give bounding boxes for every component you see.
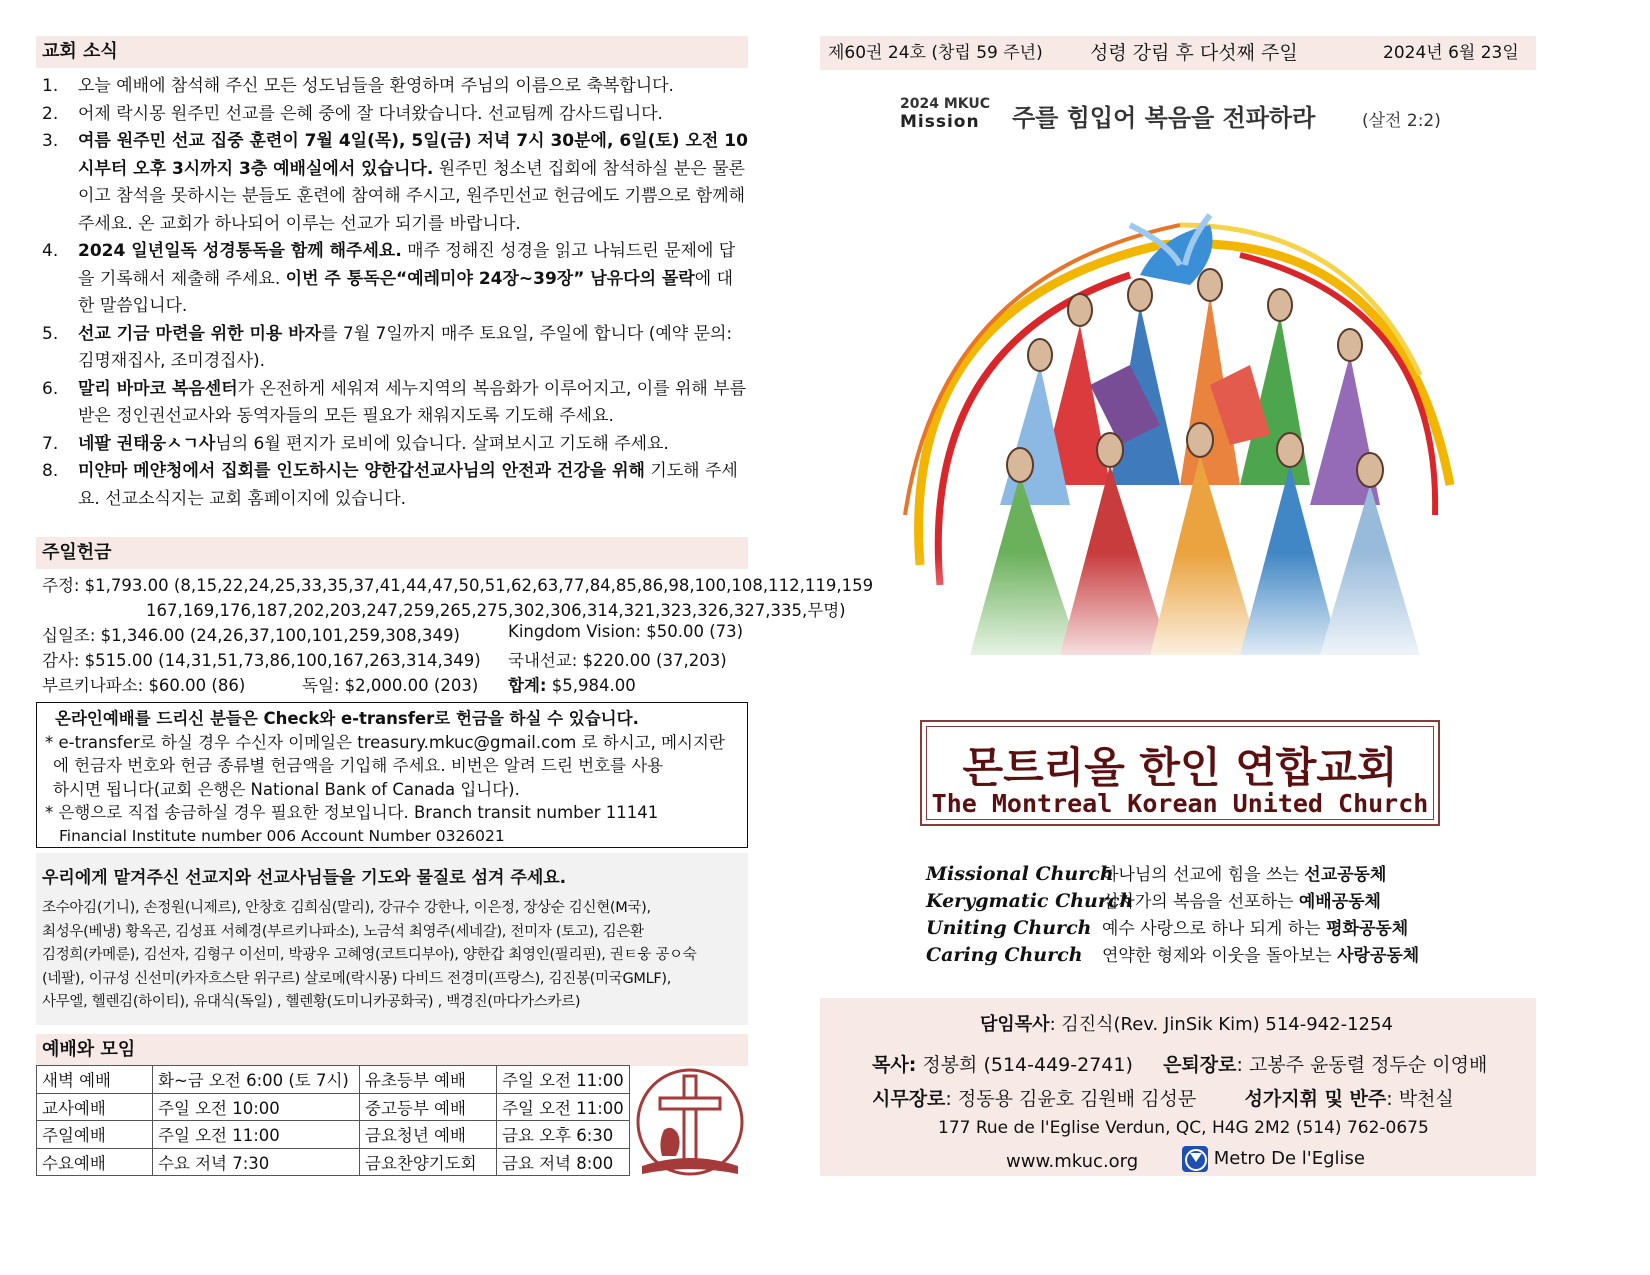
missionaries-list <box>42 897 696 1015</box>
offering-tithe: 십일조: $1,346.00 (24,26,37,100,101,259,308,349) <box>42 626 460 645</box>
worship-service-name: 새벽 예배 <box>37 1066 153 1094</box>
news-item-detail: 를 7월 7일까지 매주 토요일, 주일에 합니다 (예약 문의: 김명재집사, 조미경집사). <box>78 323 733 371</box>
choir-label: 성가지휘 및 반주 <box>1244 1088 1387 1110</box>
worship-service-name: 교사예배 <box>37 1093 153 1121</box>
online-line-5: Financial Institute number 006 Account Number 0326021 <box>59 826 505 845</box>
motto-english: Uniting Church <box>926 917 1092 939</box>
news-item-emphasis: 선교 기금 마련을 위한 미용 바자 <box>78 323 322 344</box>
news-item-number: 7. <box>42 433 59 454</box>
senior-pastor-value: : 김진식(Rev. JinSik Kim) 514-942-1254 <box>1049 1014 1393 1035</box>
news-item-number: 4. <box>42 241 59 261</box>
news-item-emphasis: 여름 원주민 선교 집중 훈련이 7월 4일(목), 5일(금) 저녁 7시 30분에, 6일(토) 오전 10시부터 오후 3시까지 3층 예배실에서 있습니다. <box>78 131 748 179</box>
news-item-emphasis: 네팔 권태웅ㅅㄱ사 <box>78 433 216 454</box>
sunday-name: 성령 강림 후 다섯째 주일 <box>1090 42 1298 64</box>
worship-table <box>36 1065 630 1176</box>
offering-heading: 주일헌금 <box>36 537 748 569</box>
news-item-text <box>78 461 738 509</box>
worship-service-name: 금요찬양기도회 <box>360 1148 497 1176</box>
motto-english: Kerygmatic Church <box>926 890 1134 912</box>
offering-burkina: 부르키나파소: $60.00 (86) <box>42 676 246 695</box>
worship-service-time: 금요 저녁 8:00 <box>497 1148 630 1176</box>
news-item-text <box>78 104 663 124</box>
news-item <box>36 321 748 376</box>
worship-row <box>37 1121 630 1149</box>
news-item-text <box>78 76 674 96</box>
motto-korean: 하나님의 선교에 힘을 쓰는 <box>1102 865 1305 885</box>
online-title: 온라인예배를 드리신 분들은 Check와 e-transfer로 헌금을 하실 수 있습니다. <box>55 709 639 728</box>
active-elders-label: 시무장로 <box>872 1088 946 1110</box>
online-line-3: 하시면 됩니다(교회 은행은 National Bank of Canada 입니다). <box>53 779 520 799</box>
pastor-value: 정봉희 (514-449-2741) <box>916 1054 1133 1076</box>
offering-kingdom: Kingdom Vision: $50.00 (73) <box>508 622 744 641</box>
worship-service-name: 금요청년 예배 <box>360 1121 497 1149</box>
online-line-4: * 은행으로 직접 송금하실 경우 필요한 정보입니다. Branch transit number 11141 <box>45 803 659 822</box>
missionaries-line: 사무엘, 헬렌김(하이티), 유대식(독일) , 헬렌황(도미니카공화국) , 백경진(마다가스카르) <box>42 994 581 1010</box>
news-item-emphasis: 2024 일년일독 성경통독을 함께 해주세요. <box>78 241 402 261</box>
motto-community: 평화공동체 <box>1326 919 1409 939</box>
worship-service-time: 주일 오전 11:00 <box>497 1066 630 1094</box>
worship-service-time: 주일 오전 10:00 <box>153 1093 360 1121</box>
worship-heading: 예배와 모임 <box>36 1034 748 1066</box>
volume-label: 제60권 24호 (창립 59 주년) <box>828 43 1043 63</box>
worship-service-time: 화~금 오전 6:00 (토 7시) <box>153 1066 360 1094</box>
motto-line <box>926 887 1381 912</box>
motto-line <box>926 941 1419 966</box>
offering-thanks: 감사: $515.00 (14,31,51,73,86,100,167,263,314,349) <box>42 651 481 670</box>
news-item-text <box>78 434 669 454</box>
missionaries-line: 조수아김(기니), 손정원(니제르), 안창호 김희심(말리), 강규수 강한나, 이은정, 장상순 김신현(M국), <box>42 900 651 916</box>
metro-icon <box>1182 1146 1208 1172</box>
motto-korean: 예수 사랑으로 하나 되게 하는 <box>1102 919 1327 939</box>
bulletin-date: 2024년 6월 23일 <box>1383 43 1519 63</box>
mission-year: 2024 MKUC <box>900 96 991 112</box>
news-item-line: 오늘 예배에 참석해 주신 모든 성도님들을 환영하며 주님의 이름으로 축복합니다. <box>78 76 674 96</box>
worship-service-time: 금요 오후 6:30 <box>497 1121 630 1149</box>
motto-community: 사랑공동체 <box>1337 946 1420 966</box>
missionaries-box <box>36 853 748 1025</box>
mission-word: Mission <box>900 112 980 132</box>
worship-row <box>37 1093 630 1121</box>
church-cross-logo <box>634 1068 746 1180</box>
news-item-number: 8. <box>42 461 59 481</box>
news-item-emphasis: 이번 주 통독은“예레미야 24장~39장” 남유다의 몰락 <box>285 268 695 289</box>
motto-korean: 연약한 형제와 이웃을 돌아보는 <box>1102 946 1338 966</box>
news-item-detail: 기도해 주세요. 선교소식지는 교회 홈페이지에 있습니다. <box>78 461 738 509</box>
news-item-number: 5. <box>42 323 59 344</box>
news-item-detail: 에 대한 말씀입니다. <box>78 268 734 316</box>
worship-service-name: 중고등부 예배 <box>360 1093 497 1121</box>
news-item-detail: 매주 정해진 성경을 읽고 나눠드린 문제에 답을 기록해서 제출해 주세요. <box>78 241 736 289</box>
online-line-1: * e-transfer로 하실 경우 수신자 이메일은 treasury.mkuc@gmail.com 로 하시고, 메시지란 <box>45 732 725 752</box>
worship-service-time: 주일 오전 11:00 <box>153 1121 360 1149</box>
news-item-text <box>78 379 746 427</box>
news-item-number: 2. <box>42 103 59 124</box>
news-item-detail: 님의 6월 편지가 로비에 있습니다. 살펴보시고 기도해 주세요. <box>215 433 669 454</box>
news-item-emphasis: 미얀마 메얀청에서 집회를 인도하시는 양한갑선교사님의 안전과 건강을 위해 <box>78 461 645 481</box>
missionaries-title: 우리에게 맡겨주신 선교지와 선교사님들을 기도와 물질로 섬겨 주세요. <box>42 868 567 888</box>
offering-sunday-1: 주정: $1,793.00 (8,15,22,24,25,33,35,37,41,44,47,50,51,62,63,77,84,85,86,98,100,108,112,119,159 <box>42 576 874 595</box>
news-item-text <box>78 131 748 234</box>
pentecost-illustration <box>880 185 1480 675</box>
senior-pastor-label: 담임목사 <box>980 1014 1050 1035</box>
worship-service-time: 주일 오전 11:00 <box>497 1093 630 1121</box>
church-name-english: The Montreal Korean United Church <box>931 789 1429 818</box>
offering-sunday-2: 167,169,176,187,202,203,247,259,265,275,302,306,314,321,323,326,327,335,무명) <box>146 601 846 620</box>
senior-pastor <box>980 1010 1393 1036</box>
news-item-detail: 원주민 청소년 집회에 참석하실 분은 물론이고 참석을 못하시는 분들도 훈련에 참여해 주시고, 원주민선교 헌금에도 기쁨으로 함께해 주세요. 온 교회가 하나되어 이루는 선교가 되기를 바랍니다. <box>78 158 746 234</box>
news-item <box>36 238 748 321</box>
news-heading: 교회 소식 <box>36 36 748 68</box>
worship-service-name: 수요예배 <box>37 1148 153 1176</box>
news-item <box>36 128 748 238</box>
worship-row <box>37 1066 630 1094</box>
motto-community: 예배공동체 <box>1298 892 1381 912</box>
offering-total-label: 합계: <box>508 676 547 695</box>
missionaries-line: 김정희(카메룬), 김선자, 김형구 이선미, 박광우 고혜영(코트디부아), 양한갑 최영인(필리핀), 권ㅌ웅 공ㅇ숙 <box>42 947 697 963</box>
offering-domestic: 국내선교: $220.00 (37,203) <box>508 651 727 670</box>
news-item-text <box>78 241 735 316</box>
offering-total <box>508 672 636 696</box>
church-name-korean: 몬트리올 한인 연합교회 <box>962 743 1398 792</box>
motto-english: Caring Church <box>926 944 1083 966</box>
online-offering-box <box>36 702 748 848</box>
church-name-box <box>920 720 1440 826</box>
news-item-detail: 가 온전하게 세워져 세누지역의 복음화가 이루어지고, 이를 위해 부름받은 정인권선교사와 동역자들의 모든 필요가 채워지도록 기도해 주세요. <box>78 378 747 426</box>
church-address: 177 Rue de l'Eglise Verdun, QC, H4G 2M2 (514) 762-0675 <box>938 1118 1429 1138</box>
news-item-emphasis: 말리 바마코 복음센터 <box>78 378 238 399</box>
worship-service-name: 유초등부 예배 <box>360 1066 497 1094</box>
news-list <box>36 73 748 513</box>
news-item <box>36 431 748 459</box>
news-item-text <box>78 324 732 372</box>
metro-station <box>1182 1146 1365 1172</box>
motto-english: Missional Church <box>926 863 1114 885</box>
church-info-box <box>820 998 1536 1176</box>
motto-line <box>926 860 1386 885</box>
offering-germany: 독일: $2,000.00 (203) <box>302 676 479 695</box>
retired-elders-value: : 고봉주 윤동렬 정두순 이영배 <box>1236 1054 1488 1076</box>
news-item-number: 1. <box>42 76 59 96</box>
worship-service-name: 주일예배 <box>37 1121 153 1149</box>
church-website[interactable]: www.mkuc.org <box>1006 1151 1139 1172</box>
mission-theme-reference: (살전 2:2) <box>1362 111 1441 131</box>
worship-row <box>37 1148 630 1176</box>
news-item-number: 6. <box>42 378 59 399</box>
missionaries-line: (네팔), 이규성 신선미(카자흐스탄 위구르) 살로메(락시몽) 다비드 전경미(프랑스), 김진봉(미국GMLF), <box>42 970 672 987</box>
active-elders-value: : 정동용 김윤호 김원배 김성문 <box>945 1088 1197 1110</box>
pastor-and-retired-elders <box>872 1050 1487 1077</box>
motto-community: 선교공동체 <box>1304 865 1387 885</box>
motto-line <box>926 914 1408 939</box>
news-item <box>36 101 748 129</box>
worship-service-time: 수요 저녁 7:30 <box>153 1148 360 1176</box>
retired-elders-label: 은퇴장로 <box>1163 1054 1237 1076</box>
active-elders-and-choir <box>872 1084 1454 1111</box>
mission-theme: 주를 힘입어 복음을 전파하라 <box>1012 104 1316 132</box>
news-item <box>36 376 748 431</box>
bulletin-header-bar <box>820 36 1536 70</box>
news-item-line: 어제 락시몽 원주민 선교를 은혜 중에 잘 다녀왔습니다. 선교팀께 감사드립니다. <box>78 103 663 124</box>
news-item <box>36 73 748 101</box>
news-item <box>36 458 748 513</box>
choir-value: : 박천실 <box>1386 1088 1454 1110</box>
news-item-number: 3. <box>42 131 59 151</box>
motto-korean: 십자가의 복음을 선포하는 <box>1102 892 1299 912</box>
missionaries-line: 최성우(베냉) 황옥곤, 김성표 서혜경(부르키나파소), 노금석 최영주(세네갈), 전미자 (토고), 김은환 <box>42 923 644 940</box>
metro-station-name: Metro De l'Eglise <box>1213 1148 1365 1169</box>
online-line-2: 에 헌금자 번호와 헌금 종류별 헌금액을 기입해 주세요. 비번은 알려 드린 번호를 사용 <box>53 756 664 775</box>
pastor-label: 목사: <box>872 1054 917 1076</box>
offering-total-value: $5,984.00 <box>546 676 636 695</box>
